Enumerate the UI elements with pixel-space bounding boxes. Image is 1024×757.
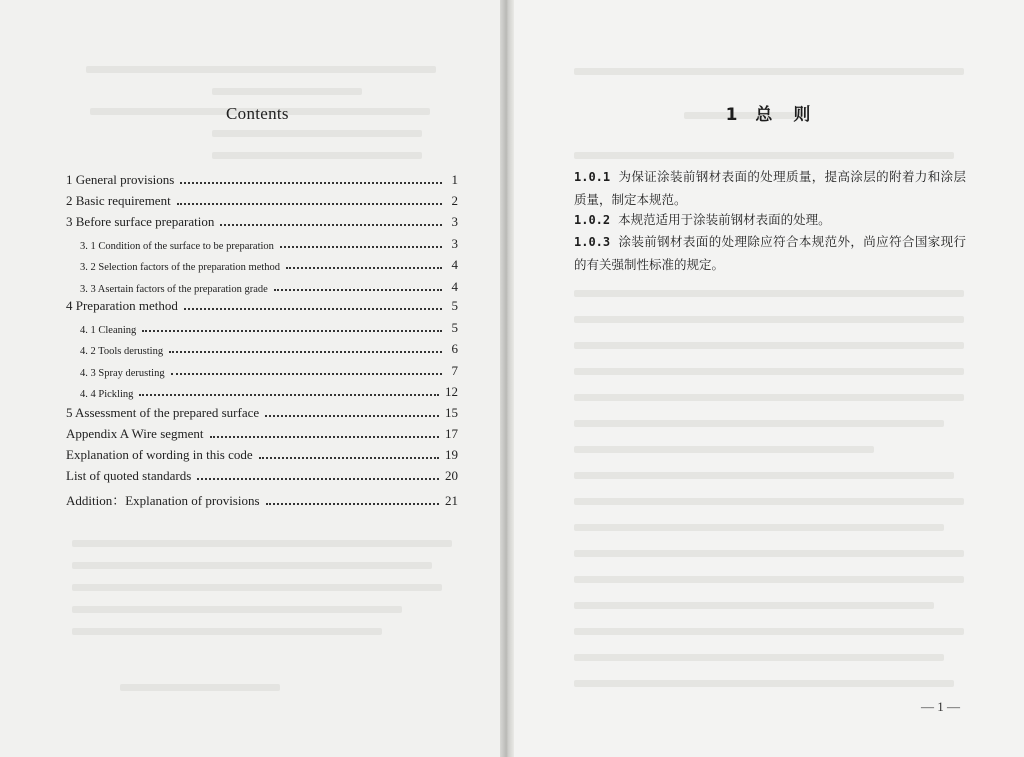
toc-entry-label: 3. 1 Condition of the surface to be preparation <box>80 241 274 252</box>
page-number-footer: — 1 — <box>921 699 960 714</box>
clause-text: 为保证涂装前钢材表面的处理质量，提高涂层的附着力和涂层质量，制定本规范。 <box>574 169 966 207</box>
toc-entry-label: 1 General provisions <box>66 172 175 187</box>
toc-entry-label: Addition：Explanation of provisions <box>66 493 260 508</box>
toc-leader-dots <box>142 329 442 332</box>
toc-entry-page: 7 <box>451 363 458 378</box>
toc-leader-dots <box>171 372 442 375</box>
toc-leader-dots <box>139 393 439 396</box>
toc-entry-page: 15 <box>445 405 458 420</box>
toc-entry-label: List of quoted standards <box>66 468 192 483</box>
toc-entry-label: Explanation of wording in this code <box>66 447 253 462</box>
toc-leader-dots <box>274 288 442 291</box>
toc-entry <box>80 320 458 336</box>
toc-entry-label: 3. 3 Asertain factors of the preparation grade <box>80 284 268 295</box>
toc-entry-page: 2 <box>451 193 458 208</box>
toc-entry-page: 20 <box>445 468 458 483</box>
toc-entry-page: 4 <box>451 279 458 294</box>
toc-entry-label: 4 Preparation method <box>66 298 178 313</box>
toc-entry <box>66 172 458 188</box>
chapter-number: 1 <box>725 105 740 125</box>
toc-entry-page: 19 <box>445 447 458 462</box>
toc-entry-label: 4. 2 Tools derusting <box>80 346 164 357</box>
toc-entry-page: 12 <box>445 384 458 399</box>
toc-entry <box>66 447 458 463</box>
toc-entry <box>66 405 458 421</box>
toc-entry-page: 5 <box>451 320 458 335</box>
toc-entry-page: 3 <box>451 214 458 229</box>
toc-entry-label: 4. 3 Spray derusting <box>80 368 165 379</box>
toc-leader-dots <box>184 307 442 310</box>
left-page <box>0 0 500 757</box>
toc-entry-label: 2 Basic requirement <box>66 193 171 208</box>
toc-entry <box>80 279 458 295</box>
toc-entry <box>80 363 458 379</box>
toc-entry-page: 6 <box>451 341 458 356</box>
toc-entry-label: 4. 1 Cleaning <box>80 325 137 336</box>
toc-leader-dots <box>280 245 442 248</box>
toc-leader-dots <box>177 202 442 205</box>
page-gutter <box>500 0 514 757</box>
toc-leader-dots <box>266 502 439 505</box>
clause-1-0-3 <box>574 231 966 275</box>
toc-entry-label: 4. 4 Pickling <box>80 389 134 400</box>
toc-leader-dots <box>259 456 439 459</box>
toc-entry-label: 3. 2 Selection factors of the preparation method <box>80 262 281 273</box>
toc-entry-page: 3 <box>451 236 458 251</box>
toc-leader-dots <box>286 266 442 269</box>
toc-leader-dots <box>180 181 442 184</box>
toc-entry <box>66 214 458 230</box>
clause-number: 1.0.3 <box>574 235 611 249</box>
clause-text: 本规范适用于涂装前钢材表面的处理。 <box>618 212 831 227</box>
toc-leader-dots <box>169 350 442 353</box>
toc-entry <box>66 298 458 314</box>
toc-entry <box>66 468 458 484</box>
chapter-title: 总 则 <box>755 105 813 125</box>
toc-entry-page: 21 <box>445 493 458 508</box>
toc-leader-dots <box>220 223 442 226</box>
toc-entry <box>66 193 458 209</box>
toc-entry-label: 5 Assessment of the prepared surface <box>66 405 260 420</box>
toc-entry <box>80 257 458 273</box>
contents-title: Contents <box>226 104 289 123</box>
toc-leader-dots <box>265 414 439 417</box>
toc-leader-dots <box>197 477 439 480</box>
chapter-heading <box>514 100 1024 125</box>
toc-entry-page: 1 <box>451 172 458 187</box>
toc-entry <box>80 236 458 252</box>
toc-entry <box>80 384 458 400</box>
toc-entry <box>66 426 458 442</box>
right-page <box>514 0 1024 757</box>
toc-entry-page: 4 <box>451 257 458 272</box>
clause-number: 1.0.1 <box>574 170 611 184</box>
clause-1-0-2 <box>574 209 966 232</box>
toc-leader-dots <box>210 435 439 438</box>
clause-1-0-1 <box>574 166 966 210</box>
toc-entry-page: 5 <box>451 298 458 313</box>
clause-text: 涂装前钢材表面的处理除应符合本规范外，尚应符合国家现行的有关强制性标准的规定。 <box>574 234 966 272</box>
toc-entry <box>80 341 458 357</box>
clause-number: 1.0.2 <box>574 213 611 227</box>
toc-entry-page: 17 <box>445 426 458 441</box>
toc-entry <box>66 490 458 509</box>
toc-entry-label: 3 Before surface preparation <box>66 214 215 229</box>
toc-entry-label: Appendix A Wire segment <box>66 426 204 441</box>
